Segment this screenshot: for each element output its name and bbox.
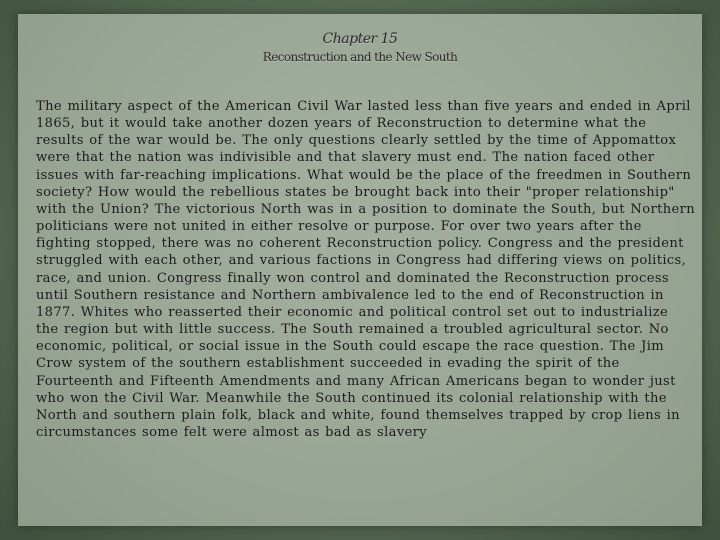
slide-panel bbox=[18, 14, 702, 526]
title-block bbox=[18, 30, 702, 66]
body-paragraph: The military aspect of the American Civil War lasted less than five years and ended in April 1865, but it would take another dozen years of Reconstruction to determine what the results of the war would be. The only questions clearly settled by the time of Appomattox were that the nation was indivisible and that slavery must end. The nation faced other issues with far-reaching implications. What would be the place of the freedmen in Southern society? How would the rebellious states be brought back into their "proper relationship" with the Union? The victorious North was in a position to dominate the South, but Northern politicians were not united in either resolve or purpose. For over two years after the fighting stopped, there was no coherent Reconstruction policy. Congress and the president struggled with each other, and various factions in Congress had differing views on politics, race, and union. Congress finally won control and dominated the Reconstruction process until Southern resistance and Northern ambivalence led to the end of Reconstruction in 1877. Whites who reasserted their economic and political control set out to industrialize the region but with little success. The South remained a troubled agricultural sector. No economic, political, or social issue in the South could escape the race question. The Jim Crow system of the southern establishment succeeded in evading the spirit of the Fourteenth and Fifteenth Amendments and many African Americans began to wonder just who won the Civil War. Meanwhile the South continued its colonial relationship with the North and southern plain folk, black and white, found themselves trapped by crop liens in circumstances some felt were almost as bad as slavery bbox=[36, 99, 695, 440]
chapter-title: Chapter 15 bbox=[322, 31, 398, 47]
slide-subtitle: Reconstruction and the New South bbox=[262, 50, 458, 64]
